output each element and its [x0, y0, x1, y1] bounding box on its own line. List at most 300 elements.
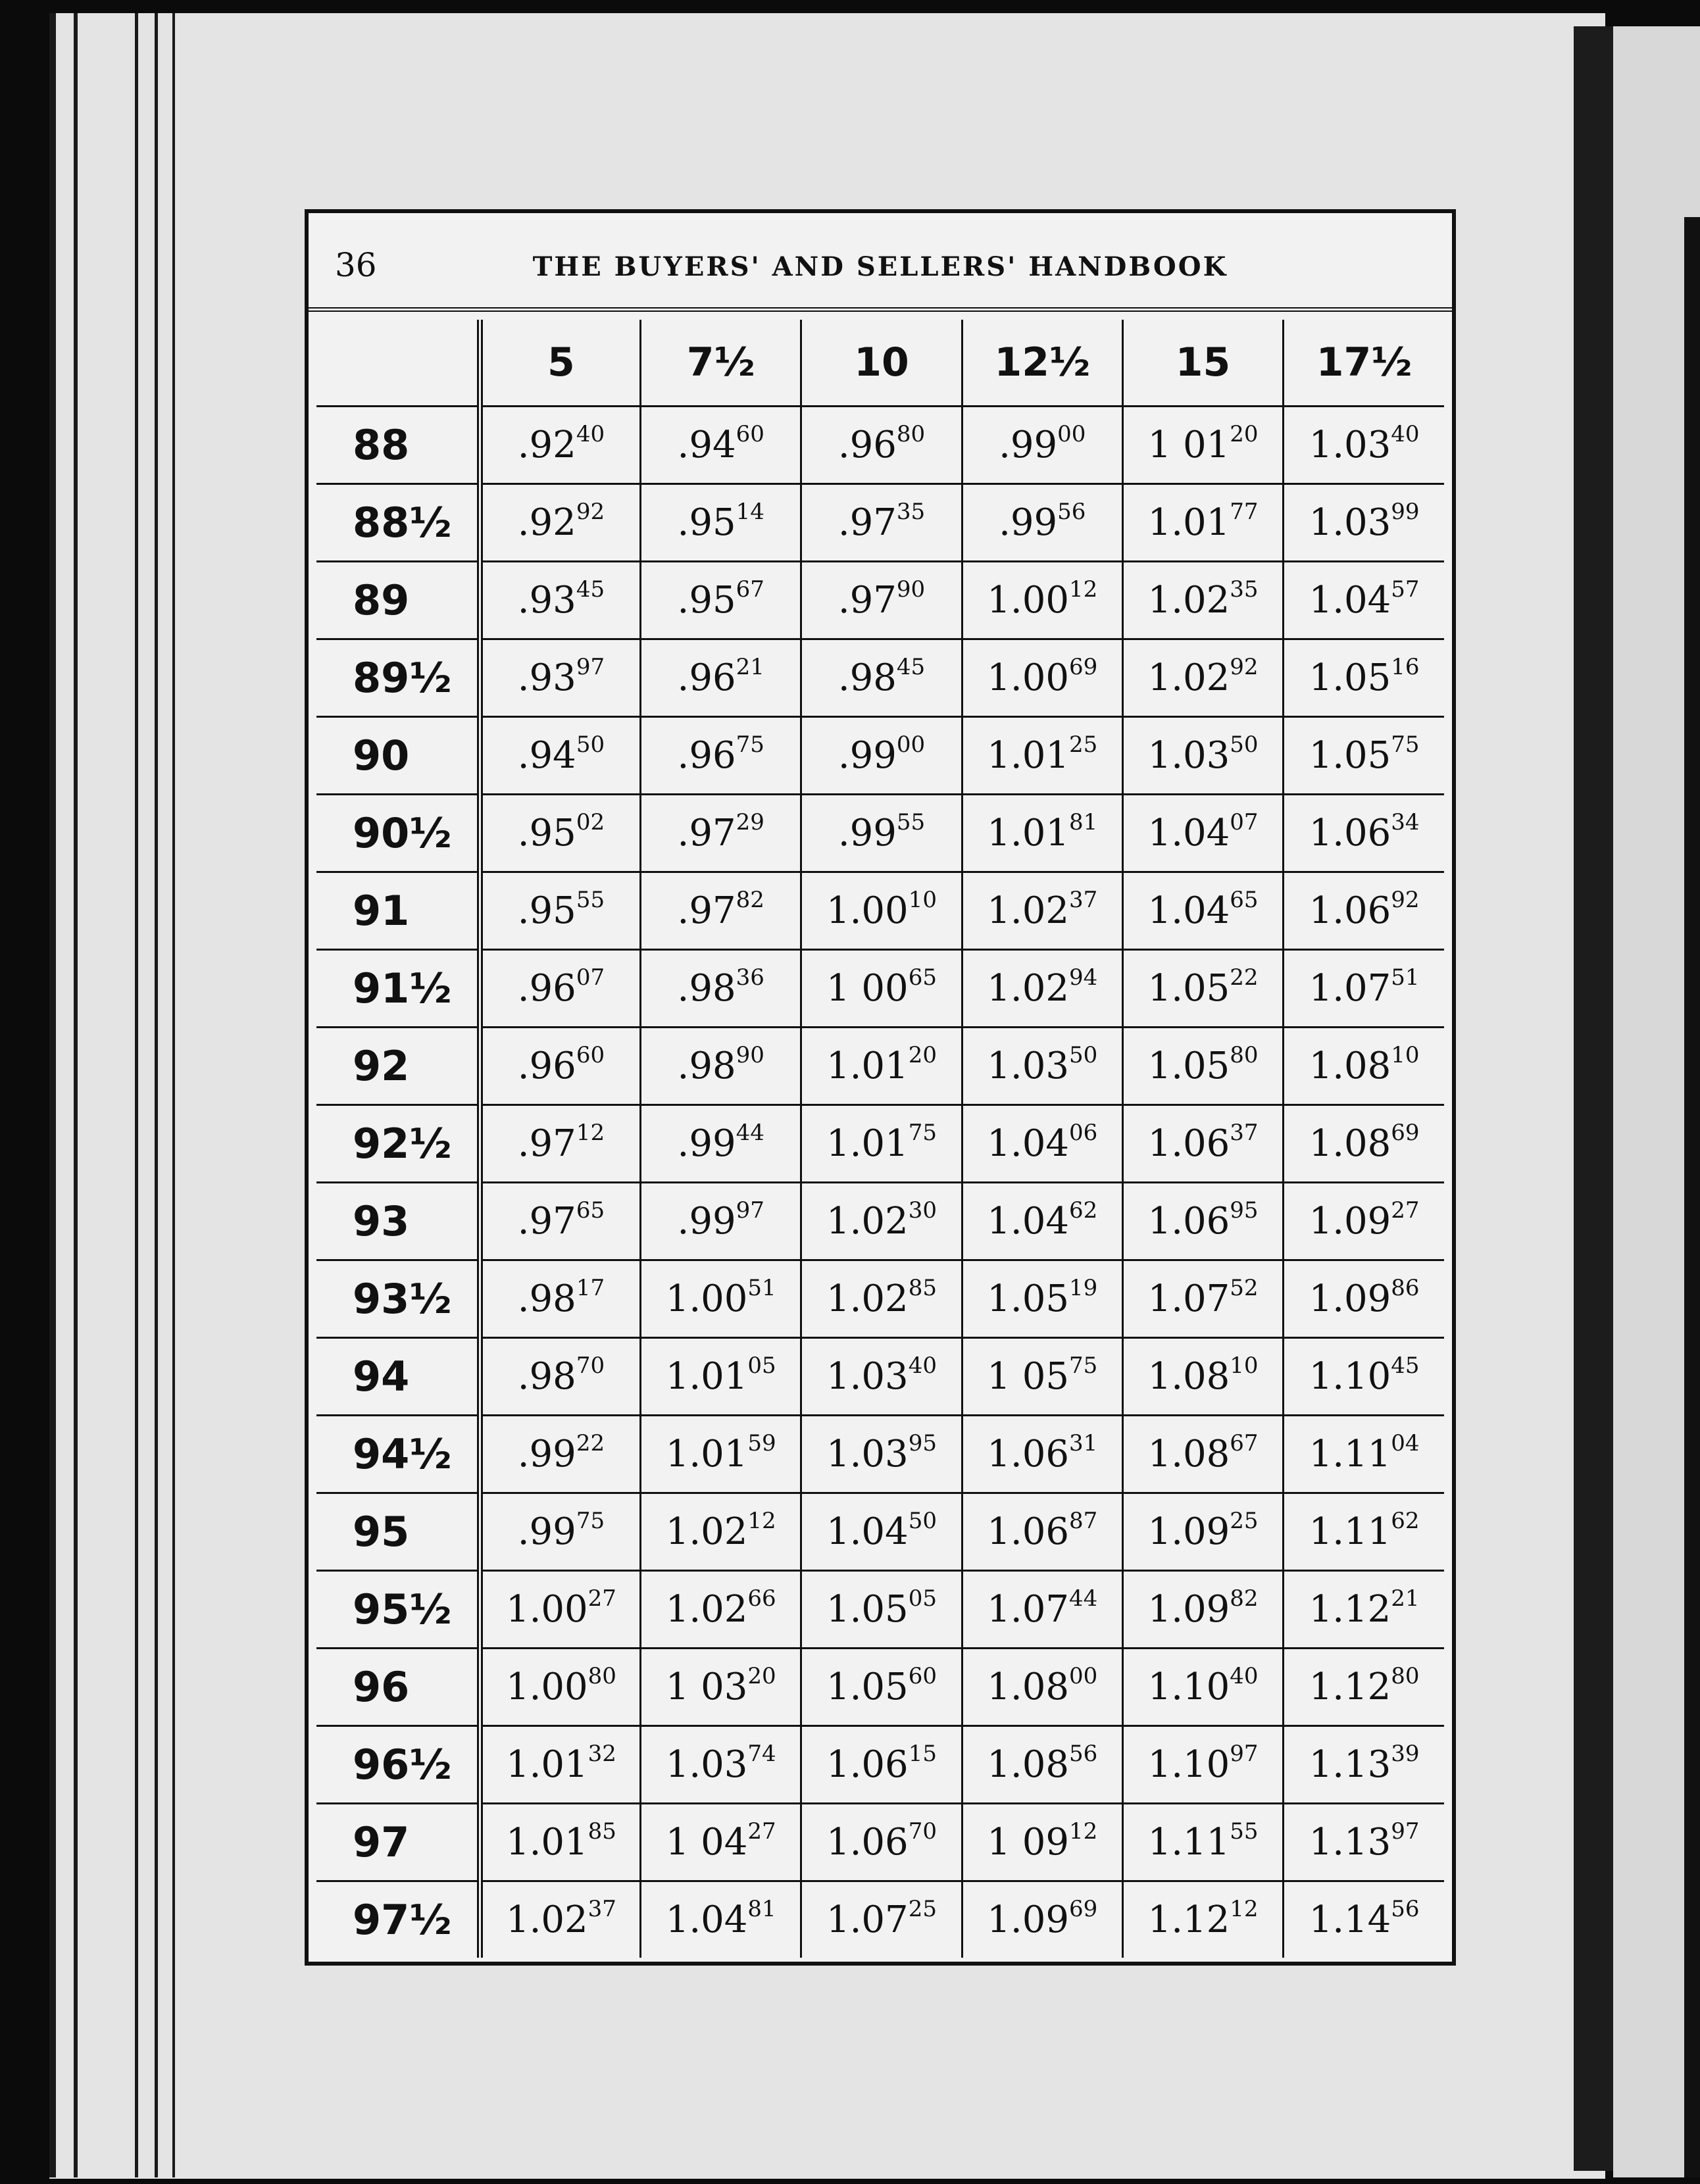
table-cell: [480, 1183, 640, 1260]
cell-value-main: 1.02: [987, 967, 1069, 1010]
table-cell: [1284, 1028, 1444, 1105]
table-row: [316, 639, 1444, 717]
table-cell: [1122, 1571, 1283, 1649]
cell-value-main: 1.04: [987, 1200, 1069, 1243]
row-rate-label: 91½: [316, 950, 480, 1028]
table-cell: [480, 1726, 640, 1804]
cell-value-cents: 51: [1391, 964, 1420, 991]
cell-value-main: .96: [838, 424, 897, 466]
column-header: 17½: [1284, 320, 1444, 407]
cell-value-cents: 22: [576, 1430, 605, 1456]
cell-value-cents: 27: [588, 1585, 616, 1612]
row-rate-label: 93½: [316, 1260, 480, 1338]
table-cell: [1122, 872, 1283, 950]
table-cell: [480, 1493, 640, 1571]
cell-value-main: 1.00: [987, 579, 1069, 622]
cell-value-cents: 15: [908, 1741, 937, 1767]
table-cell: [962, 1105, 1122, 1183]
cell-value-cents: 05: [908, 1585, 937, 1612]
cell-value-main: .95: [677, 501, 736, 544]
table-cell: [801, 407, 962, 484]
table-cell: [962, 1416, 1122, 1493]
cell-value-cents: 97: [1230, 1741, 1259, 1767]
cell-value-main: 1.10: [1309, 1355, 1391, 1398]
row-rate-label: 89½: [316, 639, 480, 717]
cell-value-cents: 25: [1230, 1508, 1259, 1534]
table-cell: [962, 562, 1122, 639]
table-row: [316, 484, 1444, 562]
cell-value-main: .96: [677, 657, 736, 699]
cell-value-main: .99: [677, 1200, 736, 1243]
cell-value-main: .97: [517, 1200, 576, 1243]
cell-value-cents: 56: [1057, 499, 1086, 525]
page-edge-line: [172, 13, 175, 2177]
table-cell: [962, 1649, 1122, 1726]
table-row: [316, 1416, 1444, 1493]
cell-value-cents: 30: [908, 1197, 937, 1224]
cell-value-main: .99: [838, 734, 897, 777]
cell-value-main: 1.02: [505, 1899, 588, 1941]
table-cell: [962, 1338, 1122, 1416]
table-cell: [1122, 1493, 1283, 1571]
cell-value-cents: 55: [896, 809, 926, 835]
cell-value-cents: 21: [1391, 1585, 1420, 1612]
row-rate-label: 95½: [316, 1571, 480, 1649]
cell-value-main: 1.02: [826, 1200, 909, 1243]
table-header-row: [316, 320, 1444, 407]
cell-value-cents: 66: [747, 1585, 776, 1612]
table-cell: [1284, 1804, 1444, 1881]
cell-value-main: 1.07: [1147, 1278, 1230, 1320]
cell-value-cents: 94: [1068, 964, 1098, 991]
cell-value-main: 1.08: [987, 1743, 1069, 1786]
cell-value-cents: 60: [736, 421, 764, 447]
cell-value-cents: 90: [736, 1042, 764, 1068]
cell-value-cents: 36: [736, 964, 764, 991]
table-cell: [801, 1571, 962, 1649]
table-row: [316, 1649, 1444, 1726]
cell-value-main: 1.02: [1147, 657, 1230, 699]
cell-value-main: 1.05: [826, 1666, 909, 1708]
table-cell: [1122, 1338, 1283, 1416]
table-cell: [1284, 950, 1444, 1028]
table-cell: [1284, 1416, 1444, 1493]
cell-value-cents: 14: [736, 499, 764, 525]
row-rate-label: 97½: [316, 1881, 480, 1958]
cell-value-cents: 81: [747, 1896, 776, 1922]
cell-value-cents: 06: [1068, 1120, 1098, 1146]
cell-value-main: .93: [517, 657, 576, 699]
table-cell: [1284, 1881, 1444, 1958]
cell-value-main: 1.04: [1309, 579, 1391, 622]
table-cell: [1284, 1726, 1444, 1804]
row-rate-label: 97: [316, 1804, 480, 1881]
table-cell: [1122, 717, 1283, 795]
cell-value-main: .96: [677, 734, 736, 777]
cell-value-main: 1.09: [1147, 1588, 1230, 1631]
cell-value-cents: 04: [1391, 1430, 1420, 1456]
cell-value-main: 1.04: [987, 1122, 1069, 1165]
cell-value-cents: 80: [896, 421, 926, 447]
cell-value-main: 1.10: [1147, 1743, 1230, 1786]
row-rate-label: 95: [316, 1493, 480, 1571]
table-cell: [480, 1881, 640, 1958]
cell-value-main: .99: [838, 812, 897, 855]
table-cell: [480, 1338, 640, 1416]
page-edge-line: [49, 13, 56, 2177]
cell-value-main: 1.14: [1309, 1899, 1391, 1941]
cell-value-cents: 12: [1230, 1896, 1259, 1922]
page-edge-line: [155, 13, 158, 2177]
cell-value-cents: 92: [1391, 887, 1420, 913]
cell-value-cents: 67: [1230, 1430, 1259, 1456]
printed-page: [305, 209, 1456, 1966]
table-cell: [1284, 562, 1444, 639]
cell-value-cents: 62: [1068, 1197, 1098, 1224]
table-cell: [641, 562, 801, 639]
cell-value-cents: 12: [1068, 576, 1098, 603]
cell-value-cents: 00: [896, 732, 926, 758]
cell-value-cents: 55: [576, 887, 605, 913]
cell-value-main: 1.08: [1147, 1433, 1230, 1476]
table-cell: [1284, 1183, 1444, 1260]
row-rate-label: 94½: [316, 1416, 480, 1493]
cell-value-main: 1.09: [1309, 1200, 1391, 1243]
table-cell: [962, 1183, 1122, 1260]
cell-value-main: .98: [677, 967, 736, 1010]
cell-value-cents: 50: [1230, 732, 1259, 758]
row-rate-label: 96½: [316, 1726, 480, 1804]
cell-value-main: 1.05: [826, 1588, 909, 1631]
cell-value-main: 1.12: [1309, 1666, 1391, 1708]
binding-strip: [1574, 26, 1613, 2171]
table-cell: [801, 1416, 962, 1493]
cell-value-cents: 95: [908, 1430, 937, 1456]
cell-value-main: .96: [517, 967, 576, 1010]
cell-value-cents: 92: [576, 499, 605, 525]
cell-value-main: 1 00: [826, 967, 909, 1010]
cell-value-cents: 74: [747, 1741, 776, 1767]
cell-value-main: 1.04: [826, 1510, 909, 1553]
cell-value-cents: 80: [1230, 1042, 1259, 1068]
cell-value-cents: 97: [736, 1197, 764, 1224]
cell-value-main: .99: [999, 501, 1058, 544]
table-cell: [641, 1649, 801, 1726]
cell-value-cents: 19: [1068, 1275, 1098, 1301]
table-cell: [801, 1726, 962, 1804]
cell-value-main: 1.05: [1309, 734, 1391, 777]
cell-value-main: 1.03: [1309, 424, 1391, 466]
cell-value-cents: 81: [1068, 809, 1098, 835]
cell-value-main: 1.00: [826, 889, 909, 932]
table-cell: [1122, 795, 1283, 872]
table-cell: [480, 1804, 640, 1881]
table-cell: [801, 1338, 962, 1416]
cell-value-cents: 65: [576, 1197, 605, 1224]
cell-value-main: 1.04: [1147, 812, 1230, 855]
cell-value-main: 1.05: [987, 1278, 1069, 1320]
table-cell: [801, 1260, 962, 1338]
table-cell: [480, 1028, 640, 1105]
cell-value-main: 1.01: [665, 1433, 748, 1476]
cell-value-cents: 05: [747, 1353, 776, 1379]
table-cell: [801, 795, 962, 872]
table-cell: [962, 1260, 1122, 1338]
cell-value-cents: 56: [1391, 1896, 1420, 1922]
table-cell: [1122, 1416, 1283, 1493]
table-cell: [801, 1105, 962, 1183]
cell-value-main: 1.01: [665, 1355, 748, 1398]
table-cell: [962, 484, 1122, 562]
table-cell: [962, 795, 1122, 872]
table-cell: [962, 407, 1122, 484]
table-cell: [641, 1881, 801, 1958]
cell-value-cents: 75: [1068, 1353, 1098, 1379]
table-cell: [641, 872, 801, 950]
cell-value-cents: 50: [1068, 1042, 1098, 1068]
cell-value-main: 1 04: [665, 1821, 748, 1864]
column-header: 7½: [641, 320, 801, 407]
cell-value-main: .92: [517, 424, 576, 466]
row-rate-label: 92½: [316, 1105, 480, 1183]
cell-value-main: 1.09: [1147, 1510, 1230, 1553]
cell-value-cents: 69: [1068, 1896, 1098, 1922]
cell-value-cents: 21: [736, 654, 764, 680]
cell-value-main: 1.03: [987, 1045, 1069, 1087]
table-cell: [1284, 407, 1444, 484]
cell-value-main: .94: [517, 734, 576, 777]
table-cell: [641, 1493, 801, 1571]
cell-value-cents: 52: [1230, 1275, 1259, 1301]
table-row: [316, 872, 1444, 950]
table-cell: [1122, 407, 1283, 484]
rate-table: [316, 320, 1444, 1958]
cell-value-main: .97: [838, 579, 897, 622]
cell-value-main: 1.08: [1309, 1045, 1391, 1087]
cell-value-main: 1.00: [505, 1588, 588, 1631]
cell-value-cents: 40: [1230, 1663, 1259, 1689]
table-cell: [962, 639, 1122, 717]
cell-value-main: 1.02: [826, 1278, 909, 1320]
cell-value-main: 1.11: [1147, 1821, 1230, 1864]
cell-value-main: 1.03: [665, 1743, 748, 1786]
cell-value-cents: 75: [908, 1120, 937, 1146]
cell-value-cents: 20: [747, 1663, 776, 1689]
table-row: [316, 562, 1444, 639]
row-rate-label: 91: [316, 872, 480, 950]
table-cell: [641, 1726, 801, 1804]
cell-value-cents: 65: [1230, 887, 1259, 913]
table-cell: [962, 950, 1122, 1028]
cell-value-main: .99: [999, 424, 1058, 466]
row-rate-label: 94: [316, 1338, 480, 1416]
table-row: [316, 1726, 1444, 1804]
table-cell: [1122, 562, 1283, 639]
cell-value-cents: 31: [1068, 1430, 1098, 1456]
table-cell: [801, 1183, 962, 1260]
cell-value-cents: 97: [1391, 1818, 1420, 1845]
cell-value-cents: 65: [908, 964, 937, 991]
table-cell: [1284, 1571, 1444, 1649]
cell-value-cents: 00: [1057, 421, 1086, 447]
cell-value-main: 1.01: [987, 812, 1069, 855]
cell-value-main: 1.05: [1147, 1045, 1230, 1087]
cell-value-main: 1.00: [665, 1278, 748, 1320]
cell-value-main: .95: [677, 579, 736, 622]
cell-value-main: 1.04: [665, 1899, 748, 1941]
table-cell: [1122, 1804, 1283, 1881]
table-row: [316, 1183, 1444, 1260]
cell-value-main: 1.06: [1309, 889, 1391, 932]
table-cell: [480, 717, 640, 795]
row-rate-label: 88: [316, 407, 480, 484]
table-cell: [962, 1493, 1122, 1571]
row-rate-label: 93: [316, 1183, 480, 1260]
cell-value-cents: 67: [736, 576, 764, 603]
cell-value-main: 1.06: [826, 1743, 909, 1786]
table-cell: [641, 717, 801, 795]
cell-value-main: .98: [517, 1355, 576, 1398]
cell-value-main: 1.08: [987, 1666, 1069, 1708]
cell-value-main: .98: [838, 657, 897, 699]
cell-value-cents: 37: [1230, 1120, 1259, 1146]
cell-value-cents: 69: [1068, 654, 1098, 680]
cell-value-main: 1.06: [1309, 812, 1391, 855]
table-cell: [641, 1105, 801, 1183]
cell-value-main: 1.12: [1147, 1899, 1230, 1941]
cell-value-main: .99: [517, 1433, 576, 1476]
cell-value-cents: 40: [908, 1353, 937, 1379]
cell-value-main: .92: [517, 501, 576, 544]
table-cell: [1122, 1649, 1283, 1726]
table-cell: [641, 795, 801, 872]
cell-value-cents: 10: [908, 887, 937, 913]
cell-value-main: 1.06: [826, 1821, 909, 1864]
table-cell: [641, 1183, 801, 1260]
table-cell: [480, 1260, 640, 1338]
cell-value-cents: 45: [896, 654, 926, 680]
cell-value-main: 1 03: [665, 1666, 748, 1708]
cell-value-cents: 12: [747, 1508, 776, 1534]
cell-value-cents: 86: [1391, 1275, 1420, 1301]
table-row: [316, 950, 1444, 1028]
table-cell: [801, 1649, 962, 1726]
cell-value-cents: 07: [1230, 809, 1259, 835]
table-cell: [801, 717, 962, 795]
table-cell: [1284, 1105, 1444, 1183]
table-cell: [1122, 1183, 1283, 1260]
table-cell: [480, 795, 640, 872]
cell-value-main: 1.06: [987, 1510, 1069, 1553]
cell-value-cents: 12: [576, 1120, 605, 1146]
table-cell: [801, 1028, 962, 1105]
cell-value-main: 1.03: [1309, 501, 1391, 544]
cell-value-main: 1.09: [987, 1899, 1069, 1941]
cell-value-main: 1.01: [826, 1122, 909, 1165]
table-cell: [801, 562, 962, 639]
cell-value-main: 1.07: [826, 1899, 909, 1941]
table-cell: [1122, 1260, 1283, 1338]
cell-value-main: 1.08: [1309, 1122, 1391, 1165]
cell-value-cents: 85: [588, 1818, 616, 1845]
column-header: 15: [1122, 320, 1283, 407]
table-cell: [480, 872, 640, 950]
table-cell: [641, 484, 801, 562]
table-cell: [641, 1338, 801, 1416]
cell-value-cents: 57: [1391, 576, 1420, 603]
cell-value-cents: 37: [588, 1896, 616, 1922]
table-cell: [641, 950, 801, 1028]
table-row: [316, 407, 1444, 484]
cell-value-cents: 62: [1391, 1508, 1420, 1534]
cell-value-main: 1.03: [826, 1355, 909, 1398]
page-edge-line: [135, 13, 138, 2177]
table-cell: [480, 407, 640, 484]
cell-value-cents: 35: [896, 499, 926, 525]
cell-value-main: .99: [677, 1122, 736, 1165]
cell-value-cents: 37: [1068, 887, 1098, 913]
table-cell: [480, 562, 640, 639]
cell-value-main: .97: [517, 1122, 576, 1165]
row-rate-label: 92: [316, 1028, 480, 1105]
page-number: 36: [335, 246, 377, 284]
cell-value-cents: 40: [1391, 421, 1420, 447]
row-rate-label: 90: [316, 717, 480, 795]
table-cell: [480, 950, 640, 1028]
cell-value-main: 1.02: [1147, 579, 1230, 622]
table-cell: [962, 1804, 1122, 1881]
cell-value-cents: 85: [908, 1275, 937, 1301]
cell-value-main: 1.01: [1147, 501, 1230, 544]
table-cell: [962, 1726, 1122, 1804]
table-cell: [641, 1260, 801, 1338]
cell-value-main: .98: [677, 1045, 736, 1087]
cell-value-cents: 35: [1230, 576, 1259, 603]
cell-value-cents: 45: [1391, 1353, 1420, 1379]
table-row: [316, 1881, 1444, 1958]
column-header: 10: [801, 320, 962, 407]
cell-value-cents: 77: [1230, 499, 1259, 525]
cell-value-main: 1.09: [1309, 1278, 1391, 1320]
table-cell: [801, 1804, 962, 1881]
table-cell: [480, 1649, 640, 1726]
cell-value-cents: 95: [1230, 1197, 1259, 1224]
cell-value-cents: 40: [576, 421, 605, 447]
cell-value-cents: 10: [1230, 1353, 1259, 1379]
table-cell: [962, 872, 1122, 950]
table-body: [316, 407, 1444, 1958]
table-cell: [1284, 717, 1444, 795]
table-cell: [801, 950, 962, 1028]
row-rate-label: 88½: [316, 484, 480, 562]
table-cell: [1122, 1881, 1283, 1958]
table-cell: [1284, 795, 1444, 872]
row-rate-label: 96: [316, 1649, 480, 1726]
cell-value-cents: 44: [1068, 1585, 1098, 1612]
row-rate-label: 89: [316, 562, 480, 639]
cell-value-cents: 50: [908, 1508, 937, 1534]
table-cell: [801, 1493, 962, 1571]
table-cell: [1122, 1726, 1283, 1804]
table-cell: [1122, 639, 1283, 717]
cell-value-main: 1.03: [1147, 734, 1230, 777]
cell-value-cents: 22: [1230, 964, 1259, 991]
cell-value-main: .94: [677, 424, 736, 466]
cell-value-main: 1 05: [987, 1355, 1069, 1398]
table-cell: [480, 1571, 640, 1649]
cell-value-main: 1.11: [1309, 1433, 1391, 1476]
cell-value-cents: 80: [1391, 1663, 1420, 1689]
